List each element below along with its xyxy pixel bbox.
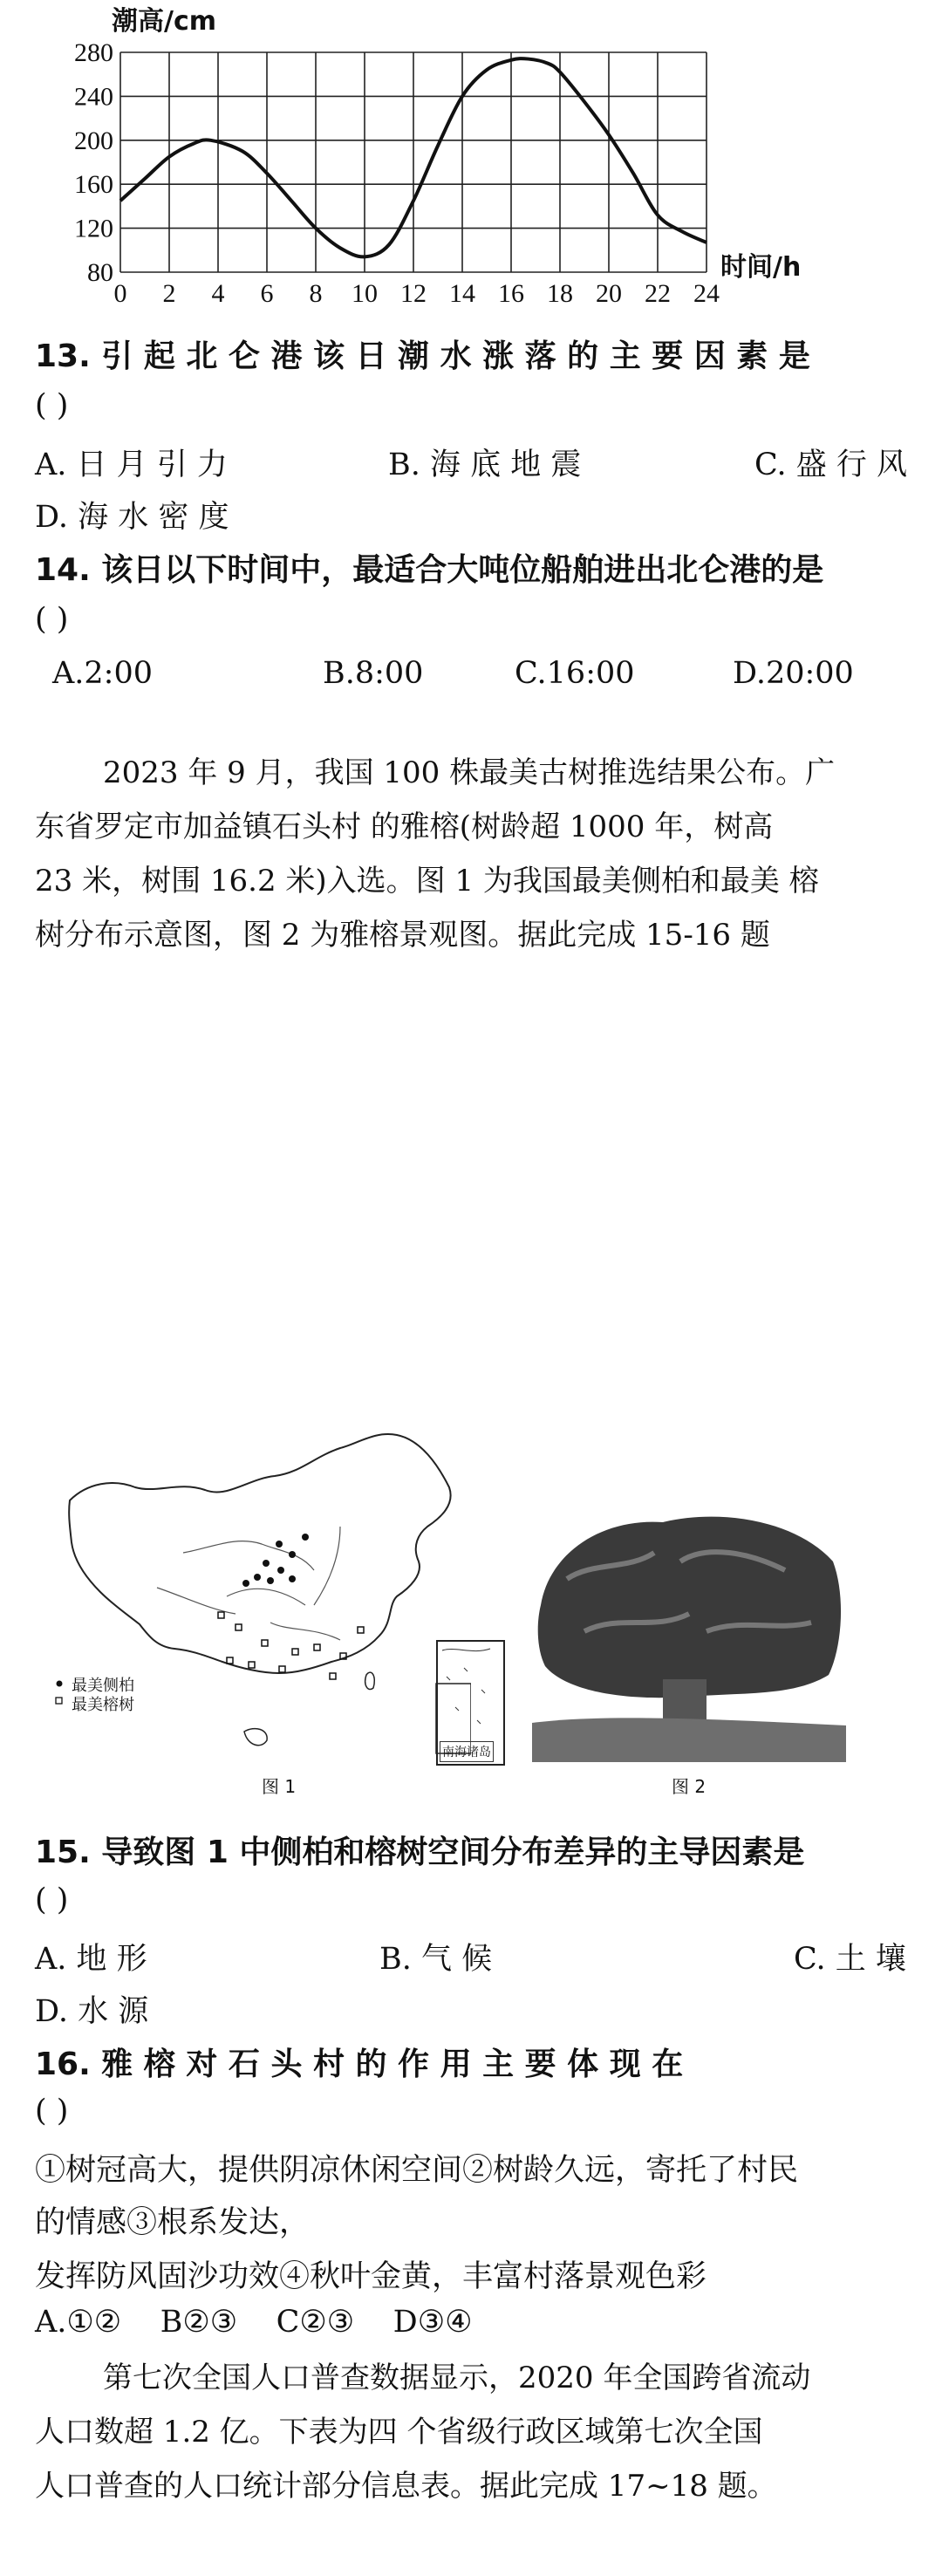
legend-banyan-label: 最美榕树 xyxy=(72,1696,134,1714)
q14-option-a[interactable]: A.2:00 xyxy=(52,656,153,691)
passage-2-line-1: 第七次全国人口普查数据显示，2020 年全国跨省流动 xyxy=(103,2361,811,2395)
cypress-point xyxy=(302,1534,309,1541)
passage-1 xyxy=(35,746,916,962)
tide-chart xyxy=(17,0,890,305)
x-tick-label: 20 xyxy=(596,279,622,305)
inset-coast xyxy=(442,1649,490,1651)
x-tick-label: 16 xyxy=(498,279,524,305)
x-tick-label: 12 xyxy=(400,279,427,305)
figure-2-photo xyxy=(532,1500,846,1762)
y-tick-label: 80 xyxy=(87,258,113,287)
q14-stem: 14. 该日以下时间中，最适合大吨位船舶进出北仑港的是 xyxy=(35,552,824,588)
q15-option-a[interactable]: A. 地 形 xyxy=(35,1942,147,1977)
q15-paren: ( ) xyxy=(35,1882,69,1917)
banyan-point xyxy=(314,1644,320,1650)
x-tick-label: 18 xyxy=(547,279,573,305)
legend-banyan-symbol xyxy=(56,1698,62,1704)
x-tick-label: 24 xyxy=(693,279,720,305)
q13-paren: ( ) xyxy=(35,388,69,423)
passage-1-line-3: 23 米，树围 16.2 米)入选。图 1 为我国最美侧柏和最美 榕 xyxy=(35,864,819,899)
banyan-photo-svg xyxy=(532,1500,846,1762)
figure-2-caption: 图 2 xyxy=(672,1776,706,1797)
q13-option-b[interactable]: B. 海 底 地 震 xyxy=(388,448,582,482)
y-tick-label: 160 xyxy=(74,170,113,200)
passage-1-line-4: 树分布示意图，图 2 为雅榕景观图。据此完成 15-16 题 xyxy=(35,918,770,953)
cypress-point xyxy=(254,1574,261,1581)
passage-1-line-1: 2023 年 9 月，我国 100 株最美古树推选结果公布。广 xyxy=(103,755,836,790)
china-outline xyxy=(69,1434,450,1673)
q16-stem: 16. 雅 榕 对 石 头 村 的 作 用 主 要 体 现 在 xyxy=(35,2046,684,2082)
banyan-point xyxy=(279,1666,285,1672)
x-tick-label: 22 xyxy=(645,279,671,305)
q16-paren: ( ) xyxy=(35,2094,69,2128)
legend-cypress-symbol xyxy=(57,1681,63,1687)
banyan-point xyxy=(358,1627,364,1633)
taiwan-island xyxy=(365,1672,375,1689)
x-tick-label: 14 xyxy=(449,279,475,305)
q13-stem: 13. 引 起 北 仑 港 该 日 潮 水 涨 落 的 主 要 因 素 是 xyxy=(35,338,810,374)
q16-statement-line-2: 的情感③根系发达， xyxy=(35,2205,311,2240)
cypress-point xyxy=(242,1580,249,1587)
banyan-points xyxy=(218,1612,364,1679)
hainan-island xyxy=(244,1729,267,1746)
banyan-point xyxy=(330,1673,336,1679)
figure-1-map xyxy=(52,1396,471,1762)
y-tick-label: 240 xyxy=(74,82,113,112)
x-tick-label: 6 xyxy=(260,279,274,305)
cypress-point xyxy=(289,1575,296,1582)
passage-2-line-2: 人口数超 1.2 亿。下表为四 个省级行政区域第七次全国 xyxy=(35,2415,763,2450)
legend-cypress-label: 最美侧柏 xyxy=(72,1677,134,1695)
ground xyxy=(532,1718,846,1762)
x-tick-label: 2 xyxy=(162,279,176,305)
tide-chart-svg xyxy=(17,0,890,305)
q16-statement-line-1: ①树冠高大，提供阴凉休闲空间②树龄久远，寄托了村民 xyxy=(35,2153,799,2188)
y-tick-label: 120 xyxy=(74,214,113,243)
x-tick-label: 8 xyxy=(309,279,323,305)
cypress-point xyxy=(289,1551,296,1558)
y-axis-label: 潮高/cm xyxy=(112,6,216,37)
inset-map-svg xyxy=(438,1642,503,1738)
q16-statement-line-3: 发挥防风固沙功效④秋叶金黄，丰富村落景观色彩 xyxy=(35,2259,707,2294)
q13-option-a[interactable]: A. 日 月 引 力 xyxy=(35,448,228,482)
banyan-point xyxy=(227,1657,233,1664)
y-tick-label: 280 xyxy=(74,38,113,67)
banyan-canopy xyxy=(538,1517,841,1698)
banyan-point xyxy=(292,1649,298,1655)
figure-1-caption: 图 1 xyxy=(262,1776,297,1797)
q15-stem: 15. 导致图 1 中侧柏和榕树空间分布差异的主导因素是 xyxy=(35,1835,805,1870)
cypress-point xyxy=(276,1541,283,1548)
cypress-point xyxy=(267,1577,274,1584)
q15-option-d[interactable]: D. 水 源 xyxy=(35,1994,149,2029)
inset-dashed-border xyxy=(447,1668,485,1724)
cypress-point xyxy=(277,1567,284,1574)
x-tick-label: 4 xyxy=(211,279,225,305)
passage-2-line-3: 人口普查的人口统计部分信息表。据此完成 17~18 题。 xyxy=(35,2469,777,2504)
q13-option-c[interactable]: C. 盛 行 风 xyxy=(754,448,908,482)
x-axis-label: 时间/h xyxy=(720,252,802,283)
q13-option-d[interactable]: D. 海 水 密 度 xyxy=(35,500,229,535)
cypress-point xyxy=(263,1560,270,1567)
banyan-point xyxy=(236,1624,242,1630)
q14-option-b[interactable]: B.8:00 xyxy=(323,656,424,691)
q15-option-c[interactable]: C. 土 壤 xyxy=(794,1942,906,1977)
q14-option-d[interactable]: D.20:00 xyxy=(733,656,854,691)
inset-label: 南海诸岛 xyxy=(440,1741,494,1762)
q14-option-c[interactable]: C.16:00 xyxy=(515,656,635,691)
q14-paren: ( ) xyxy=(35,602,69,637)
banyan-point xyxy=(262,1640,268,1646)
y-tick-label: 200 xyxy=(74,126,113,155)
q15-option-b[interactable]: B. 气 候 xyxy=(379,1942,493,1977)
south-sea-inset xyxy=(436,1640,505,1766)
q16-options[interactable]: A.①② B②③ C②③ D③④ xyxy=(35,2305,473,2340)
x-tick-label: 10 xyxy=(352,279,378,305)
banyan-point xyxy=(249,1662,255,1668)
passage-1-line-2: 东省罗定市加益镇石头村 的雅榕(树龄超 1000 年，树高 xyxy=(35,810,774,844)
x-tick-label: 0 xyxy=(113,279,127,305)
banyan-point xyxy=(218,1612,224,1618)
passage-2 xyxy=(35,2351,916,2513)
